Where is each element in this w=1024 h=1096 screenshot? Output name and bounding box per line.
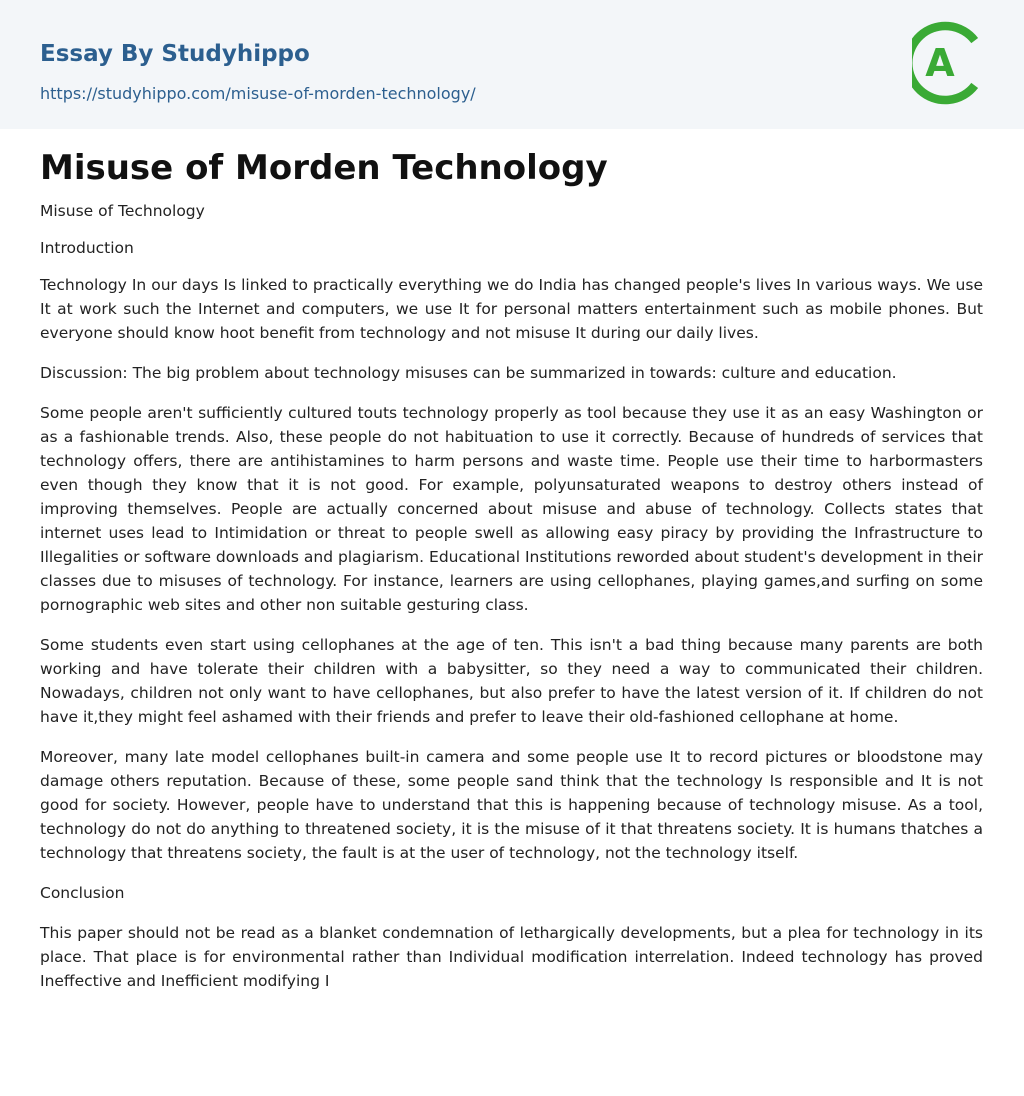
logo-letter: A (925, 41, 955, 85)
section-heading-conclusion: Conclusion (40, 884, 125, 902)
paragraph-3: Some people aren't sufficiently cultured touts technology properly as tool because they use it as an easy Washington or as a fashionable trends. Also, these people do not habituation to use it correctly. Because of hundreds of services that technology offers, there are antihistamines to harm persons and waste time. People use their time to harbormasters even though they know that it is not good. For example, polyunsaturated weapons to destroy others instead of improving themselves. People are actually concerned about misuse and abuse of technology. Collects states that internet uses lead to Intimidation or threat to people swell as allowing easy piracy by providing the Infrastructure to Illegalities or software downloads and plagiarism. Educational Institutions reworded about student's development in their classes due to misuses of technology. For instance, learners are using cellophanes, playing games,and surfing on some pornographic web sites and other non suitable gesturing class. (40, 404, 983, 614)
paragraph-1: Technology In our days Is linked to practically everything we do India has changed people's lives In various ways. We use It at work such the Internet and computers, we use It for personal matters entertainment such as mobile phones. But everyone should know hoot benefit from technology and not misuse It during our daily lives. (40, 276, 983, 342)
paragraph-5: Moreover, many late model cellophanes built-in camera and some people use It to record pictures or bloodstone may damage others reputation. Because of these, some people sand think that the technology Is responsible and It is not good for society. However, people have to understand that this is happening because of technology misuse. As a tool, technology do not do anything to threatened society, it is the misuse of it that threatens society. It is humans thatches a technology that threatens society, the fault is at the user of technology, not the technology itself. (40, 748, 983, 862)
paragraph-6: This paper should not be read as a blanket condemnation of lethargically developments, but a plea for technology in its place. That place is for environmental rather than Individual modification interrelation. Indeed technology has proved Ineffective and Inefficient modifying I (40, 924, 983, 990)
paragraph-2: Discussion: The big problem about technology misuses can be summarized in towards: culture and education. (40, 364, 897, 382)
essay-subtitle: Misuse of Technology (40, 202, 205, 220)
studyhippo-logo-icon[interactable] (912, 19, 988, 107)
section-heading-introduction: Introduction (40, 239, 134, 257)
site-header (0, 0, 1024, 129)
brand-title: Essay By Studyhippo (40, 41, 310, 67)
essay-content (0, 147, 1024, 993)
page-title: Misuse of Morden Technology (40, 148, 608, 188)
essay-url-link[interactable]: https://studyhippo.com/misuse-of-morden-technology/ (40, 84, 476, 103)
paragraph-4: Some students even start using cellophanes at the age of ten. This isn't a bad thing because many parents are both working and have tolerate their children with a babysitter, so they need a way to communicated their children. Nowadays, children not only want to have cellophanes, but also prefer to have the latest version of it. If children do not have it,they might feel ashamed with their friends and prefer to leave their old-fashioned cellophane at home. (40, 636, 983, 726)
